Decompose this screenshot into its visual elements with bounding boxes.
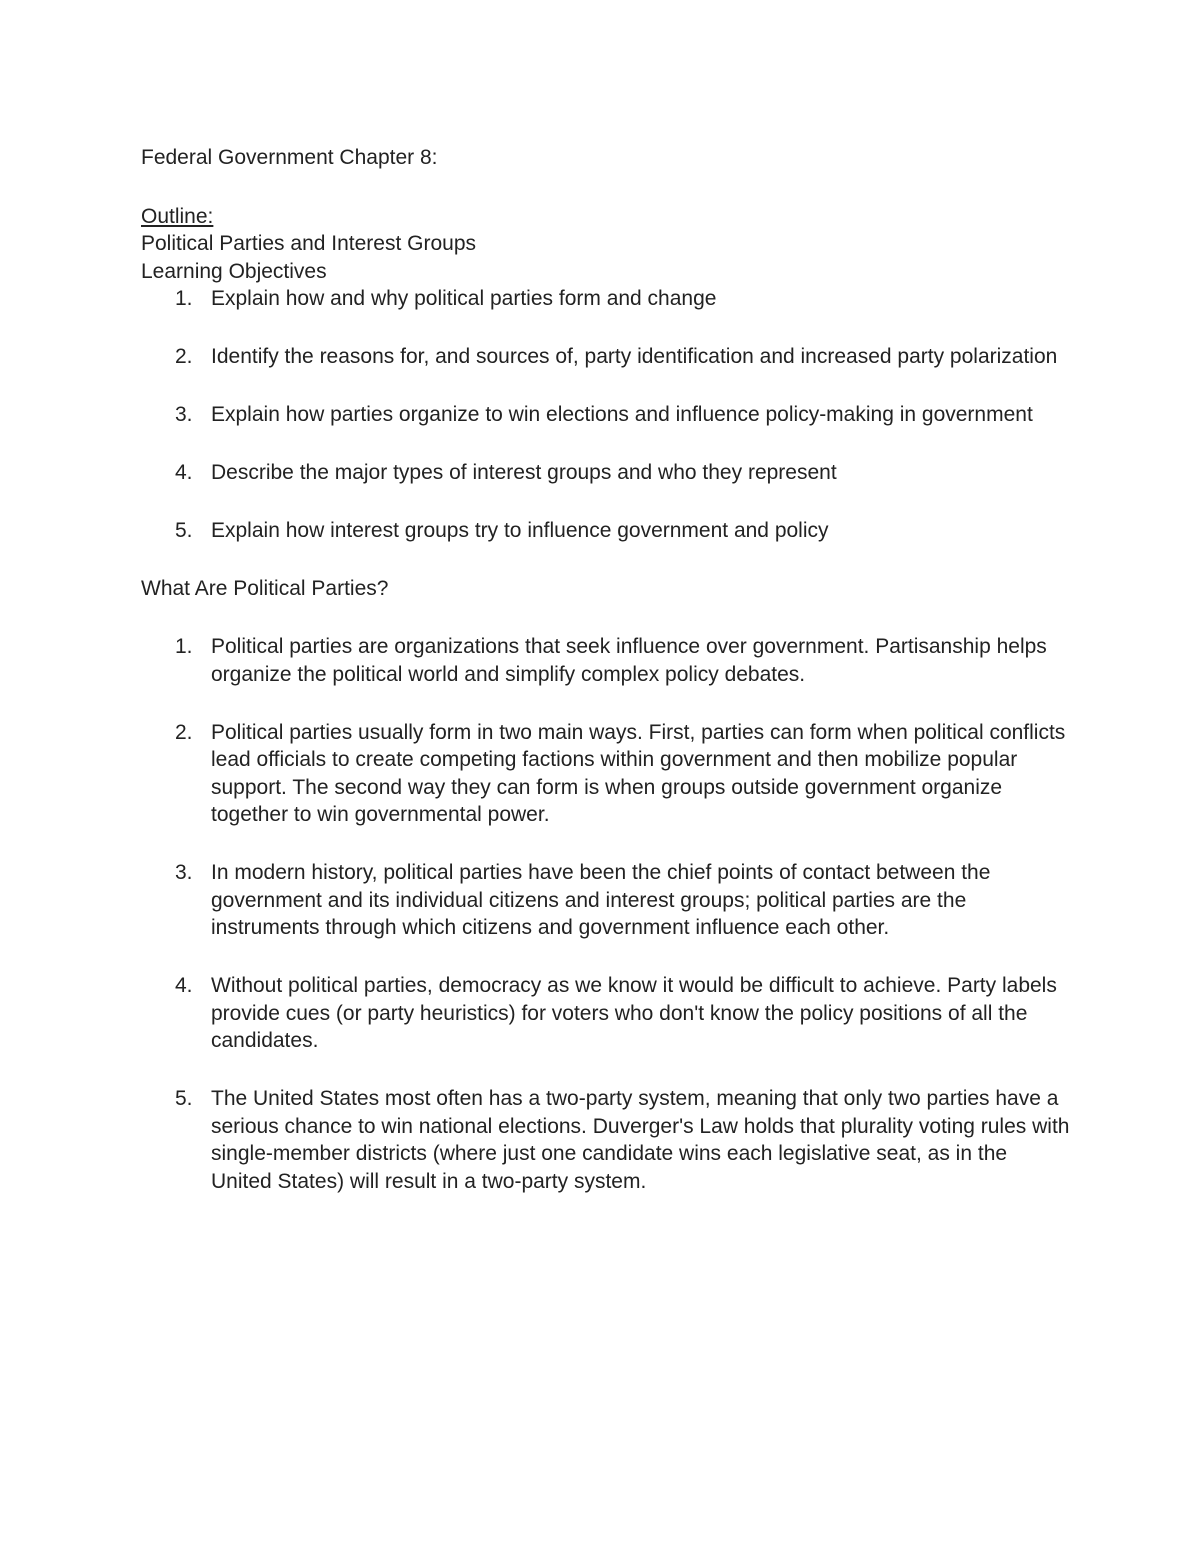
list-item	[141, 859, 1071, 942]
list-item-text: Without political parties, democracy as we know it would be difficult to achieve. Party labels provide cues (or party heuristics) for voters who don't know the policy positions of all the candidates.	[211, 974, 1057, 1052]
list-item	[141, 343, 1071, 371]
list-item	[141, 285, 1071, 313]
list-item-text: Political parties usually form in two main ways. First, parties can form when political conflicts lead officials to create competing factions within government and then mobilize popular support. The second way they can form is when groups outside government organize together to win governmental power.	[211, 720, 1066, 826]
list-item-text: Political parties are organizations that seek influence over government. Partisanship helps organize the political world and simplify complex policy debates.	[211, 635, 1047, 686]
list-item	[141, 459, 1071, 487]
list-item-number: 1.	[175, 287, 193, 310]
list-item-number: 2.	[175, 720, 193, 744]
document-title: Federal Government Chapter 8:	[141, 146, 438, 169]
list-item	[141, 719, 1071, 829]
list-item-text: Identify the reasons for, and sources of, party identification and increased party polarization	[211, 345, 1058, 368]
list-item-number: 5.	[175, 1087, 193, 1110]
list-item	[141, 633, 1071, 688]
section-list	[141, 633, 1071, 1195]
document-subtitle: Political Parties and Interest Groups	[141, 232, 476, 255]
list-item-text: Explain how parties organize to win elections and influence policy-making in government	[211, 403, 1033, 426]
list-item-text: Explain how interest groups try to influence government and policy	[211, 519, 829, 542]
list-item-number: 5.	[175, 519, 193, 542]
outline-label: Outline:	[141, 204, 214, 228]
list-item-text: Describe the major types of interest groups and who they represent	[211, 461, 837, 484]
list-item-number: 2.	[175, 345, 193, 368]
list-item-number: 1.	[175, 635, 193, 658]
list-item	[141, 517, 1071, 545]
list-item-number: 4.	[175, 461, 193, 484]
objectives-label: Learning Objectives	[141, 259, 327, 283]
list-item	[141, 972, 1071, 1055]
list-item	[141, 401, 1071, 429]
list-item-text: In modern history, political parties have been the chief points of contact between the government and its individual citizens and interest groups; political parties are the instruments through which citizens and government influence each other.	[211, 861, 991, 939]
document-page	[141, 144, 1071, 1195]
list-item	[141, 1085, 1071, 1195]
list-item-text: The United States most often has a two-party system, meaning that only two parties have a serious chance to win national elections. Duverger's Law holds that plurality voting rules with single-member districts (where just one candidate wins each legislative seat, as in the United States) will result in a two-party system.	[211, 1087, 1070, 1193]
list-item-text: Explain how and why political parties form and change	[211, 287, 717, 310]
section-heading: What Are Political Parties?	[141, 577, 389, 600]
list-item-number: 3.	[175, 861, 193, 884]
objectives-list	[141, 285, 1071, 545]
list-item-number: 4.	[175, 974, 193, 997]
list-item-number: 3.	[175, 403, 193, 426]
